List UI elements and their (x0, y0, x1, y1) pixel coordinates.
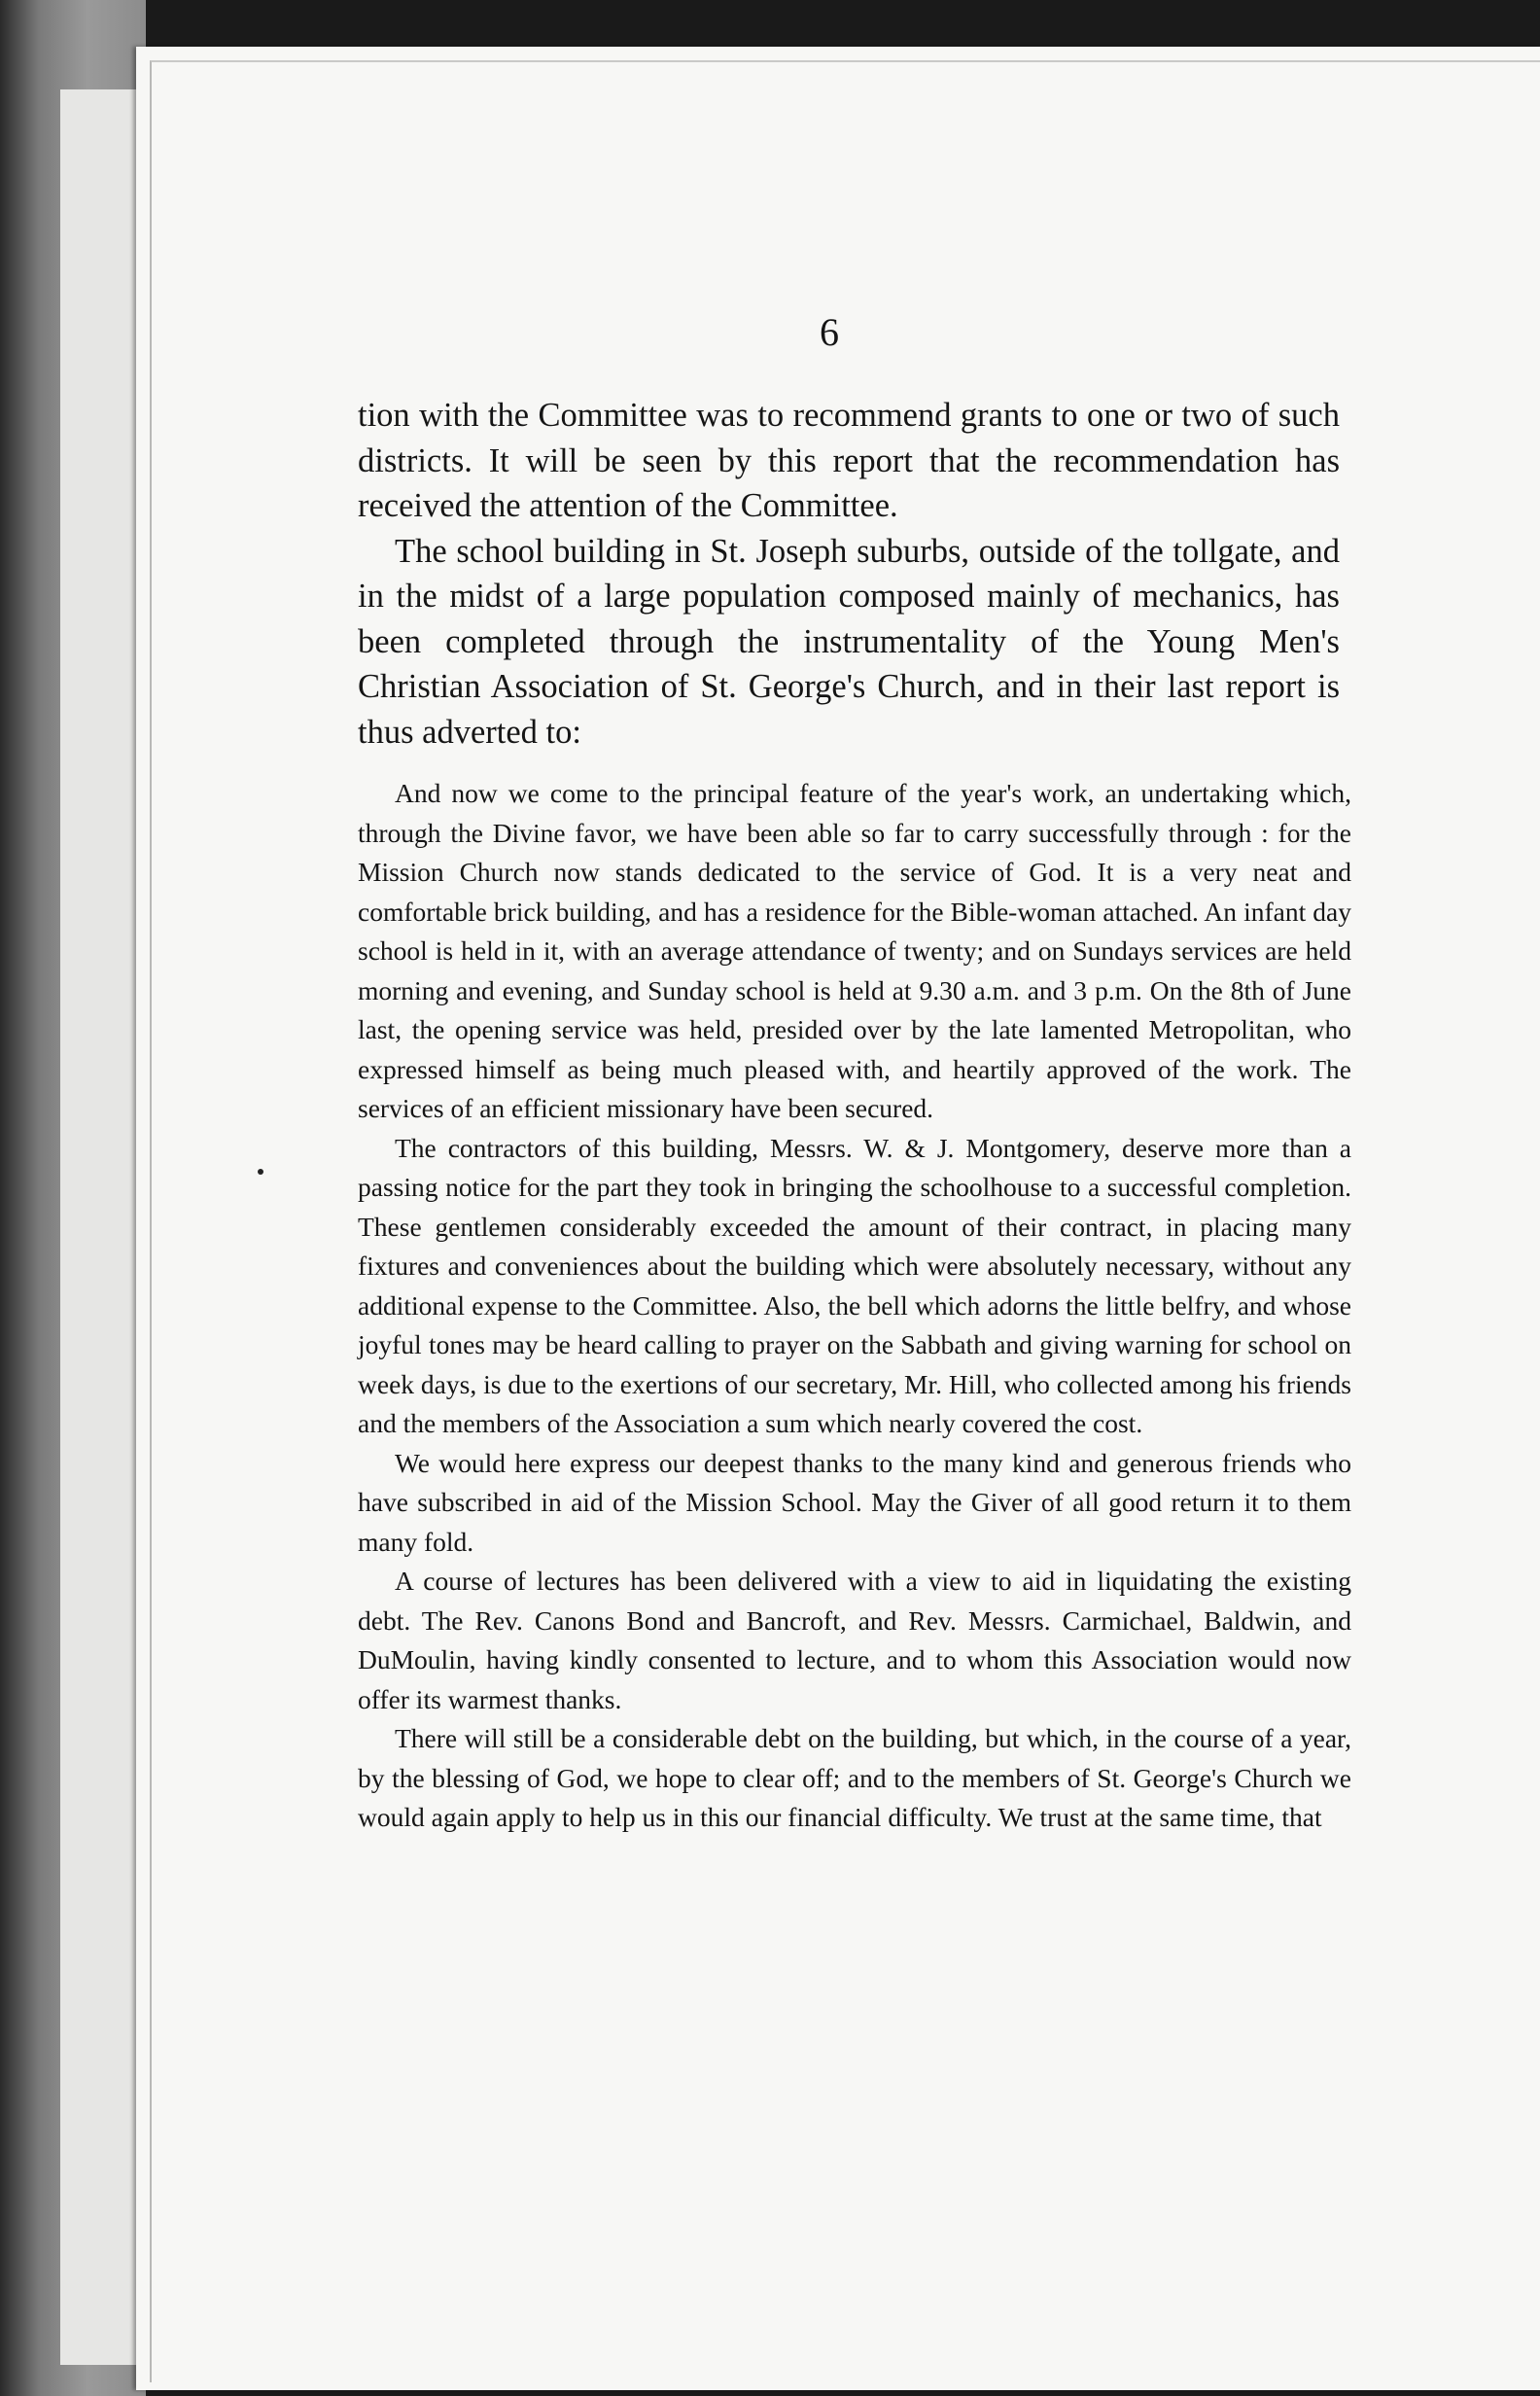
quote-paragraph-mission-church: And now we come to the principal feature of the year's work, an undertaking which, through the Divine favor, we have been able so far to carry successfully through : for the Mission Church now stands dedicated to the service of God. It is a very neat and comfortable brick building, and has a residence for the Bible-woman attached. An infant day school is held in it, with an average attendance of twenty; and on Sundays services are held morning and evening, and Sunday school is held at 9.30 a.m. and 3 p.m. On the 8th of June last, the opening service was held, presided over by the late lamented Metropolitan, who expressed himself as being much pleased with, and heartily approved of the work. The services of an efficient missionary have been secured. (358, 778, 1351, 1123)
quote-paragraph-thanks: We would here express our deepest thanks to the many kind and generous friends who have subscribed in aid of the Mission School. May the Giver of all good return it to them many fold. (358, 1447, 1351, 1557)
report-text (358, 393, 1340, 755)
paragraph-school-building: The school building in St. Joseph suburbs, outside of the tollgate, and in the midst of a large population composed mainly of mechanics, has been completed through the instrumentality of the Young Men's Christian Association of St. George's Church, and in their last report is thus adverted to: (358, 532, 1340, 751)
quote-paragraph-lectures: A course of lectures has been delivered with a view to aid in liquidating the existing debt. The Rev. Canons Bond and Bancroft, and Rev. Messrs. Carmichael, Baldwin, and DuMoulin, having kindly consented to lecture, and to whom this Association would now offer its warmest thanks. (358, 1566, 1351, 1714)
ink-mark (258, 1169, 263, 1175)
quote-paragraph-debt: There will still be a considerable debt on the building, but which, in the course of a year, by the blessing of God, we hope to clear off; and to the members of St. George's Church we would again apply to help us in this our financial difficulty. We trust at the same time, that (358, 1723, 1351, 1832)
quoted-report (358, 774, 1351, 1838)
paragraph-continuation: tion with the Committee was to recommend grants to one or two of such districts. It will be seen by this report that the recommendation has received the attention of the Committee. (358, 397, 1340, 524)
quote-paragraph-contractors: The contractors of this building, Messrs. W. & J. Montgomery, deserve more than a passing notice for the part they took in bringing the schoolhouse to a successful completion. These gentlemen considerably exceeded the amount of their contract, in placing many fixtures and conveniences about the building which were absolutely necessary, without any additional expense to the Committee. Also, the bell which adorns the little belfry, and whose joyful tones may be heard calling to prayer on the Sabbath and giving warning for school on week days, is due to the exertions of our secretary, Mr. Hill, who collected among his friends and the members of the Association a sum which nearly covered the cost. (358, 1132, 1351, 1438)
page-number: 6 (820, 310, 839, 354)
